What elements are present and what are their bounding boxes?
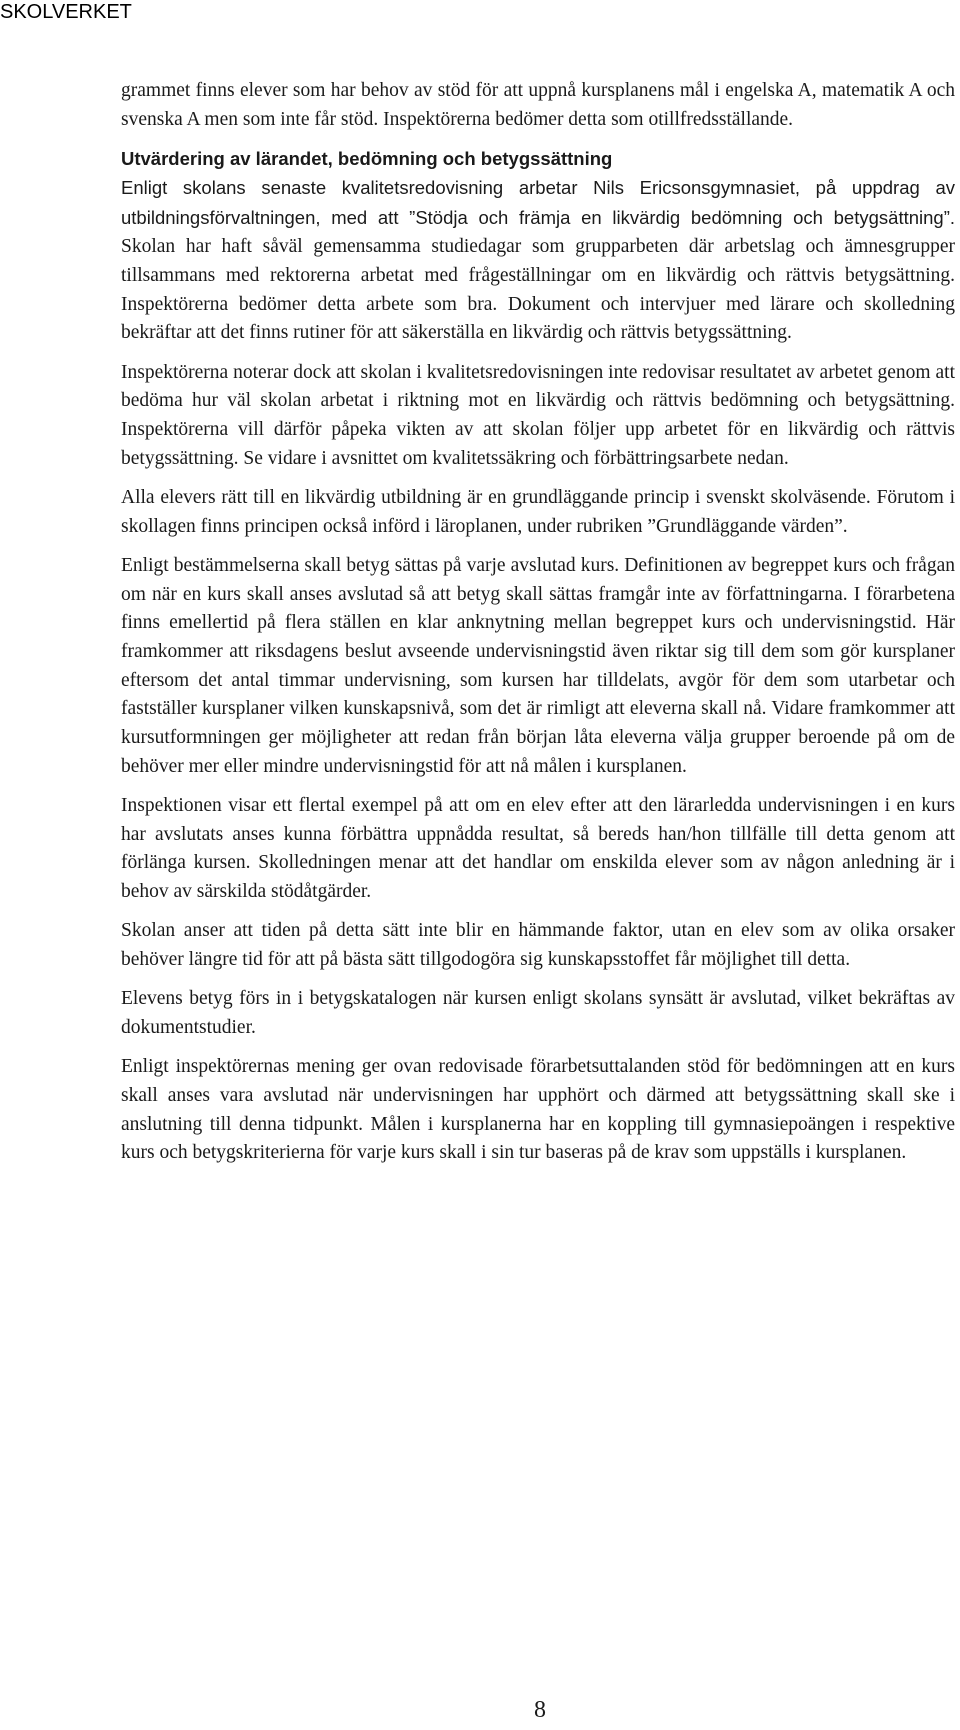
section-heading: Utvärdering av lärandet, bedömning och betygssättning bbox=[121, 147, 613, 169]
page-number: 8 bbox=[534, 1697, 546, 1723]
paragraph-school-view: Skolan anser att tiden på detta sätt inte blir en hämmande faktor, utan en elev som av olika orsaker behöver längre tid för att på bästa sätt tillgodogöra sig kunskapsstoffet får möjlighet till detta. bbox=[121, 920, 955, 970]
paragraph-intro: grammet finns elever som har behov av stöd för att uppnå kursplanens mål i engelska A, matematik A och svenska A men som inte får stöd. Inspektörerna bedömer detta som otillfredsställande. bbox=[121, 80, 955, 130]
document-body bbox=[121, 77, 955, 1178]
header-brand: SKOLVERKET bbox=[0, 1, 132, 23]
paragraph-equal-education: Alla elevers rätt till en likvärdig utbildning är en grundläggande princip i svenskt skolväsende. Förutom i skollagen finns principen också införd i läroplanen, under rubriken ”Grundläggande värden”. bbox=[121, 486, 955, 537]
paragraph-inspectors-note: Inspektörerna noterar dock att skolan i kvalitetsredovisningen inte redovisar resultatet av arbetet genom att bedöma hur väl skolan arbetat i riktning mot en likvärdig och rättvis bedömning och betygsättning. Inspektörerna vill därför påpeka vikten av att skolan följer upp arbetet för en likvärdig och rättvis betygssättning. Se vidare i avsnittet om kvalitetssäkring och förbättringsarbete nedan. bbox=[121, 361, 955, 469]
paragraph-evaluation-lead: Enligt skolans senaste kvalitetsredovisning arbetar Nils Ericsonsgymnasiet, på uppdrag av utbildningsförvaltningen, med att ”Stödja och främja en likvärdig bedömning och betygsättning”. bbox=[121, 176, 955, 228]
paragraph-inspectors-opinion: Enligt inspektörernas mening ger ovan redovisade förarbetsuttalanden stöd för bedömningen att en kurs skall anses vara avslutad när undervisningen har upphört och därmed att betygssättning skall ske i anslutning till denna tidpunkt. Målen i kursplanerna har en koppling till gymnasiepoängen i respektive kurs och betygskriterierna för varje kurs skall i sin tur baseras på de krav som uppställs i kursplanen. bbox=[121, 1056, 955, 1164]
paragraph-evaluation-rest: Skolan har haft såväl gemensamma studiedagar som grupparbeten där arbetslag och ämnesgrupper tillsammans med rektorerna arbetat med frågeställningar om en likvärdig och rättvis betygsättning. Inspektörerna bedömer detta arbete som bra. Dokument och intervjuer med lärare och skolledning bekräftar att det finns rutiner för att säkerställa en likvärdig och rättvis betygssättning. bbox=[121, 236, 955, 344]
paragraph-evaluation bbox=[121, 174, 955, 348]
paragraph-inspection-examples: Inspektionen visar ett flertal exempel på att om en elev efter att den lärarledda undervisningen i en kurs har avslutats anses kunna förbättra uppnådda resultat, så bereds han/hon tillfälle till detta genom att förlänga kursen. Skolledningen menar att det handlar om enskilda elever som av någon anledning är i behov av särskilda stödåtgärder. bbox=[121, 794, 955, 903]
paragraph-grade-catalog: Elevens betyg förs in i betygskatalogen när kursen enligt skolans synsätt är avslutad, vilket bekräftas av dokumentstudier. bbox=[121, 988, 955, 1038]
paragraph-regulations: Enligt bestämmelserna skall betyg sättas på varje avslutad kurs. Definitionen av begreppet kurs och frågan om när en kurs skall anses avslutad så att betyg skall sättas framgår inte av författningarna. I förarbetena finns emellertid på flera ställen en klar anknytning mellan begreppet kurs och undervisningstid. Här framkommer att riksdagens beslut avseende undervisningstid även riktar sig till dem som gör kursplaner eftersom det antal timmar undervisning, som kursen har tilldelats, avgör för dem som utarbetar och fastställer kursplaner vilken kunskapsnivå, som det är rimligt att eleverna skall nå. Vidare framkommer att kursutformningen ger möjligheter att redan från början låta eleverna välja grupper beroende på om de behöver mer eller mindre undervisningstid för att nå målen i kursplanen. bbox=[121, 554, 955, 777]
